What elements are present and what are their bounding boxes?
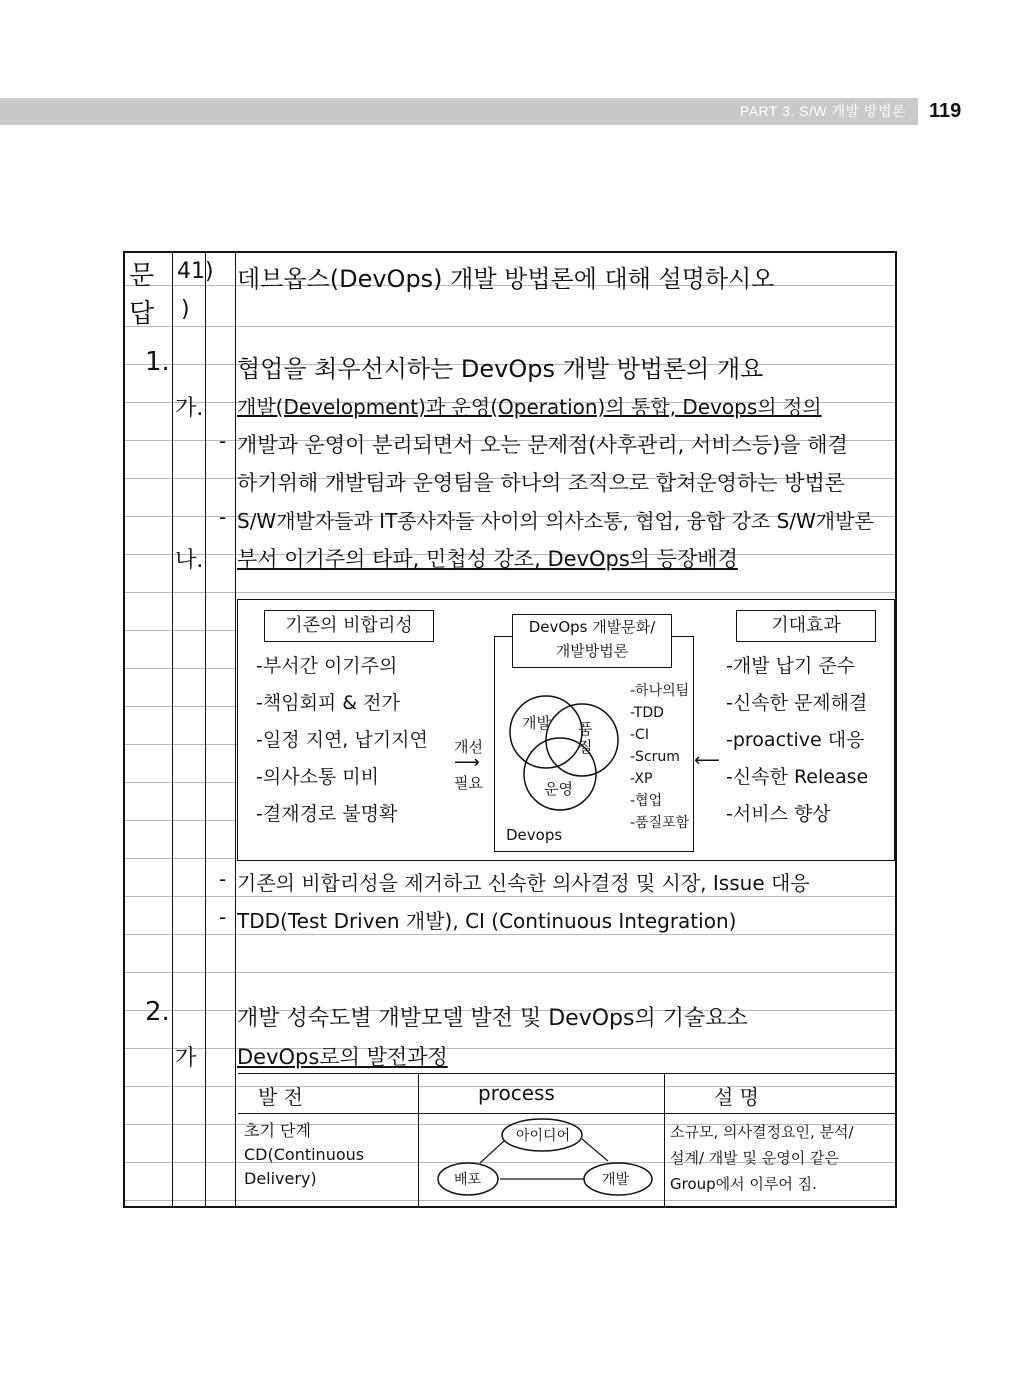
- table-col-line: [418, 1073, 419, 1206]
- page-number: 119: [929, 100, 962, 122]
- margin-line-3: [235, 253, 236, 1206]
- section-1-na-label: 나.: [175, 548, 204, 573]
- section-1-na-text: 부서 이기주의 타파, 민첩성 강조, DevOps의 등장배경: [237, 547, 738, 571]
- section-2-title: 개발 성숙도별 개발모델 발전 및 DevOps의 기술요소: [237, 1006, 748, 1031]
- table-header: process: [478, 1081, 555, 1105]
- bullet-dash: -: [219, 429, 227, 453]
- section-header: PART 3. S/W 개발 방법론: [739, 103, 906, 119]
- section-2-ga-label: 가: [175, 1046, 197, 1071]
- question-text: 데브옵스(DevOps) 개발 방법론에 대해 설명하시오: [237, 265, 775, 293]
- section-1-ga-label: 가.: [175, 396, 204, 421]
- section-2-ga-text: DevOps로의 발전과정: [237, 1045, 448, 1069]
- question-label: 문: [129, 261, 155, 291]
- diagram-right-list: [726, 648, 868, 833]
- bullet-line: TDD(Test Driven 개발), CI (Continuous Integration): [237, 909, 737, 933]
- diagram-left-title: 기존의 비합리성: [264, 610, 434, 642]
- arrow-label-top: 개선: [454, 738, 483, 756]
- bullet-line: 기존의 비합리성을 제거하고 신속한 의사결정 및 시장, Issue 대응: [237, 871, 810, 895]
- center-item: -CI: [630, 727, 649, 743]
- table-rule: [238, 1073, 895, 1074]
- left-item: -의사소통 미비: [256, 766, 380, 788]
- section-1-number: 1.: [145, 347, 170, 377]
- center-title-line: DevOps 개발문화/: [528, 618, 656, 636]
- center-item: -협업: [630, 793, 663, 809]
- left-item: -책임회피 & 전가: [256, 692, 400, 714]
- right-item: -개발 납기 준수: [726, 655, 856, 677]
- stage-line: 초기 단계: [244, 1121, 311, 1140]
- arrow-label-bottom: 필요: [454, 774, 483, 792]
- answer-sheet: [123, 251, 897, 1208]
- right-item: -신속한 문제해결: [726, 692, 868, 714]
- diagram-center-list: [630, 680, 689, 834]
- table-description-cell: [670, 1119, 854, 1197]
- process-label-idea: 아이디어: [516, 1128, 571, 1144]
- venn-devops-label: Devops: [506, 826, 563, 844]
- description-line: 설계/ 개발 및 운영이 같은: [670, 1149, 840, 1167]
- process-label-dev: 개발: [602, 1172, 630, 1188]
- question-number: 41): [177, 259, 214, 284]
- right-item: -신속한 Release: [726, 766, 869, 788]
- center-item: -TDD: [630, 705, 664, 721]
- bullet-line: 하기위해 개발팀과 운영팀을 하나의 조직으로 합쳐운영하는 방법론: [237, 471, 846, 495]
- right-item: -서비스 향상: [726, 803, 831, 825]
- section-1-ga-text: 개발(Development)과 운영(Operation)의 통합, Devops의 정의: [237, 395, 822, 419]
- right-arrow-icon: ⟶: [454, 752, 480, 773]
- bullet-dash: -: [219, 505, 227, 529]
- diagram-right-title: 기대효과: [736, 610, 876, 642]
- process-label-deploy: 배포: [454, 1172, 482, 1188]
- devops-diagram: [237, 599, 895, 861]
- stage-line: CD(Continuous: [244, 1145, 365, 1164]
- diagram-center-title: [512, 614, 672, 668]
- diagram-left-list: [256, 648, 428, 833]
- venn-ops-label: 운영: [544, 780, 573, 798]
- arrow-icon: [582, 1139, 608, 1161]
- stage-line: Delivery): [244, 1169, 317, 1188]
- table-header: 설 명: [714, 1085, 759, 1109]
- left-arrow-icon: ⟵: [694, 750, 720, 771]
- table-header: 발 전: [258, 1085, 303, 1109]
- table-rule: [238, 1113, 895, 1114]
- section-1-title: 협업을 최우선시하는 DevOps 개발 방법론의 개요: [237, 355, 764, 383]
- bullet-line: S/W개발자들과 IT종사자들 사이의 의사소통, 협업, 융합 강조 S/W개발론: [237, 509, 874, 533]
- right-item: -proactive 대응: [726, 729, 865, 751]
- evolution-table: [238, 1073, 895, 1206]
- answer-paren: ): [181, 297, 190, 322]
- venn-qa-label: 질: [578, 738, 593, 756]
- table-stage-cell: [244, 1119, 364, 1191]
- arrow-icon: [480, 1141, 504, 1163]
- left-item: -부서간 이기주의: [256, 655, 398, 677]
- description-line: Group에서 이루어 짐.: [670, 1175, 817, 1193]
- venn-diagram: [498, 680, 628, 830]
- section-2-number: 2.: [145, 997, 170, 1027]
- answer-label: 답: [129, 299, 155, 329]
- center-item: -XP: [630, 771, 653, 787]
- left-item: -결재경로 불명확: [256, 803, 398, 825]
- description-line: 소규모, 의사결정요인, 분석/: [670, 1123, 854, 1141]
- center-title-line: 개발방법론: [555, 642, 629, 660]
- center-item: -품질포함: [630, 815, 690, 831]
- left-item: -일정 지연, 납기지연: [256, 729, 428, 751]
- bullet-line: 개발과 운영이 분리되면서 오는 문제점(사후관리, 서비스등)을 해결: [237, 433, 848, 457]
- venn-dev-label: 개발: [522, 714, 551, 732]
- margin-line-2: [205, 253, 206, 1206]
- table-col-line: [664, 1073, 665, 1206]
- margin-line-1: [172, 253, 173, 1206]
- center-item: -하나의팀: [630, 683, 690, 699]
- bullet-dash: -: [219, 905, 227, 929]
- venn-qa-label: 품: [578, 720, 593, 738]
- bullet-dash: -: [219, 867, 227, 891]
- center-item: -Scrum: [630, 749, 680, 765]
